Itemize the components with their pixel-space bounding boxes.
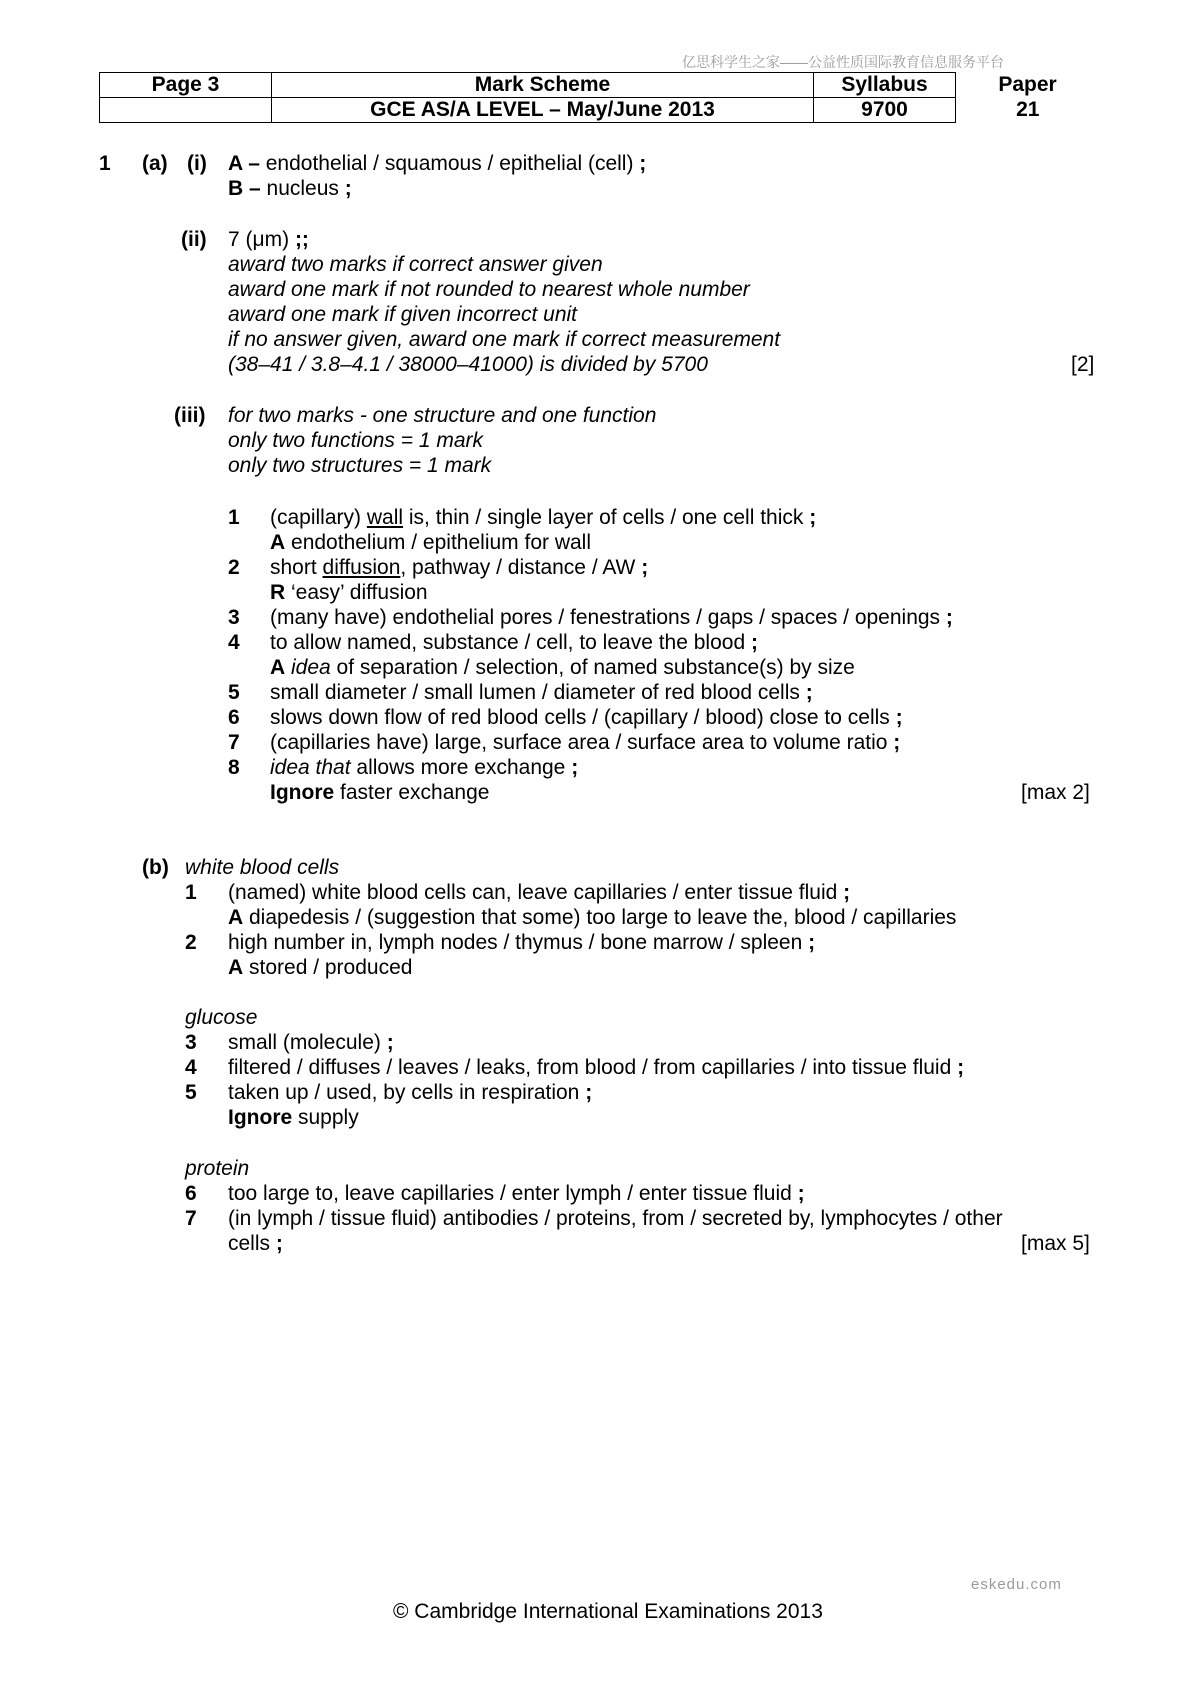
part-a-iii-label: (iii) [174,404,206,427]
note-a-iii-3: only two structures = 1 mark [228,454,492,477]
point-text: short diffusion, pathway / distance / AW ; [270,556,649,579]
point-text: small (molecule) ; [228,1031,394,1054]
part-a-ii-label: (ii) [181,228,207,251]
point-number: 2 [185,931,197,954]
point-text: high number in, lymph nodes / thymus / bone marrow / spleen ; [228,931,816,954]
point-number: 3 [228,606,240,629]
point-number: 6 [185,1182,197,1205]
point-number: 5 [185,1081,197,1104]
header-blank [100,98,272,123]
point-text: (in lymph / tissue fluid) antibodies / proteins, from / secreted by, lymphocytes / other [228,1207,1003,1230]
point-text: to allow named, substance / cell, to leave the blood ; [270,631,758,654]
heading-glucose: glucose [185,1006,258,1029]
note-a-ii-4: if no answer given, award one mark if correct measurement [228,328,781,351]
point-accept: A endothelium / epithelium for wall [270,531,592,554]
point-number: 4 [228,631,240,654]
mark-a-ii: [2] [1071,353,1095,376]
point-number: 7 [185,1207,197,1230]
part-a-i-label: (i) [187,152,207,175]
header-page: Page 3 [100,73,272,98]
point-number: 3 [185,1031,197,1054]
header-table [99,72,1100,123]
note-a-iii-1: for two marks - one structure and one function [228,404,657,427]
mark-b: [max 5] [1021,1232,1090,1255]
note-a-ii-5: (38–41 / 3.8–4.1 / 38000–41000) is divided by 5700 [228,353,708,376]
point-ignore: Ignore supply [228,1106,359,1129]
point-reject: R ‘easy’ diffusion [270,581,428,604]
header-title: Mark Scheme [272,73,814,98]
point-text: filtered / diffuses / leaves / leaks, from blood / from capillaries / into tissue fluid ; [228,1056,965,1079]
answer-a-i-line1: A – endothelial / squamous / epithelial (cell) ; [228,152,647,175]
point-number: 1 [185,881,197,904]
point-number: 4 [185,1056,197,1079]
header-syllabus-label: Syllabus [814,73,956,98]
point-text: taken up / used, by cells in respiration ; [228,1081,593,1104]
point-number: 5 [228,681,240,704]
header-paper: 21 [1016,98,1040,121]
note-a-ii-1: award two marks if correct answer given [228,253,603,276]
answer-a-ii: 7 (μm) ;; [228,228,309,251]
point-accept: A idea of separation / selection, of named substance(s) by size [270,656,855,679]
header-paper-label: Paper [998,73,1057,96]
point-text: (named) white blood cells can, leave capillaries / enter tissue fluid ; [228,881,851,904]
header-exam: GCE AS/A LEVEL – May/June 2013 [272,98,814,123]
watermark-bottom: eskedu.com [971,1576,1062,1593]
heading-wbc: white blood cells [185,856,340,879]
point-text: small diameter / small lumen / diameter of red blood cells ; [270,681,813,704]
point-accept: A diapedesis / (suggestion that some) too large to leave the, blood / capillaries [228,906,957,929]
point-number: 8 [228,756,240,779]
question-number: 1 [99,152,111,175]
footer-copyright: © Cambridge International Examinations 2013 [393,1600,823,1623]
mark-a-iii: [max 2] [1021,781,1090,804]
note-a-ii-2: award one mark if not rounded to nearest whole number [228,278,750,301]
point-accept: A stored / produced [228,956,413,979]
part-b-label: (b) [142,856,169,879]
point-text: idea that allows more exchange ; [270,756,579,779]
point-text: (capillary) wall is, thin / single layer of cells / one cell thick ; [270,506,817,529]
answer-a-i-line2: B – nucleus ; [228,177,352,200]
point-text: (many have) endothelial pores / fenestrations / gaps / spaces / openings ; [270,606,953,629]
point-number: 2 [228,556,240,579]
note-a-iii-2: only two functions = 1 mark [228,429,484,452]
header-syllabus: 9700 [814,98,956,123]
point-number: 1 [228,506,240,529]
watermark-top: 亿思科学生之家——公益性质国际教育信息服务平台 [682,54,1004,70]
heading-protein: protein [185,1157,250,1180]
point-ignore: Ignore faster exchange [270,781,490,804]
point-text: (capillaries have) large, surface area / surface area to volume ratio ; [270,731,901,754]
note-a-ii-3: award one mark if given incorrect unit [228,303,577,326]
point-number: 6 [228,706,240,729]
point-text-continued: cells ; [228,1232,283,1255]
part-a-label: (a) [142,152,168,175]
point-text: too large to, leave capillaries / enter lymph / enter tissue fluid ; [228,1182,805,1205]
point-text: slows down flow of red blood cells / (capillary / blood) close to cells ; [270,706,903,729]
point-number: 7 [228,731,240,754]
